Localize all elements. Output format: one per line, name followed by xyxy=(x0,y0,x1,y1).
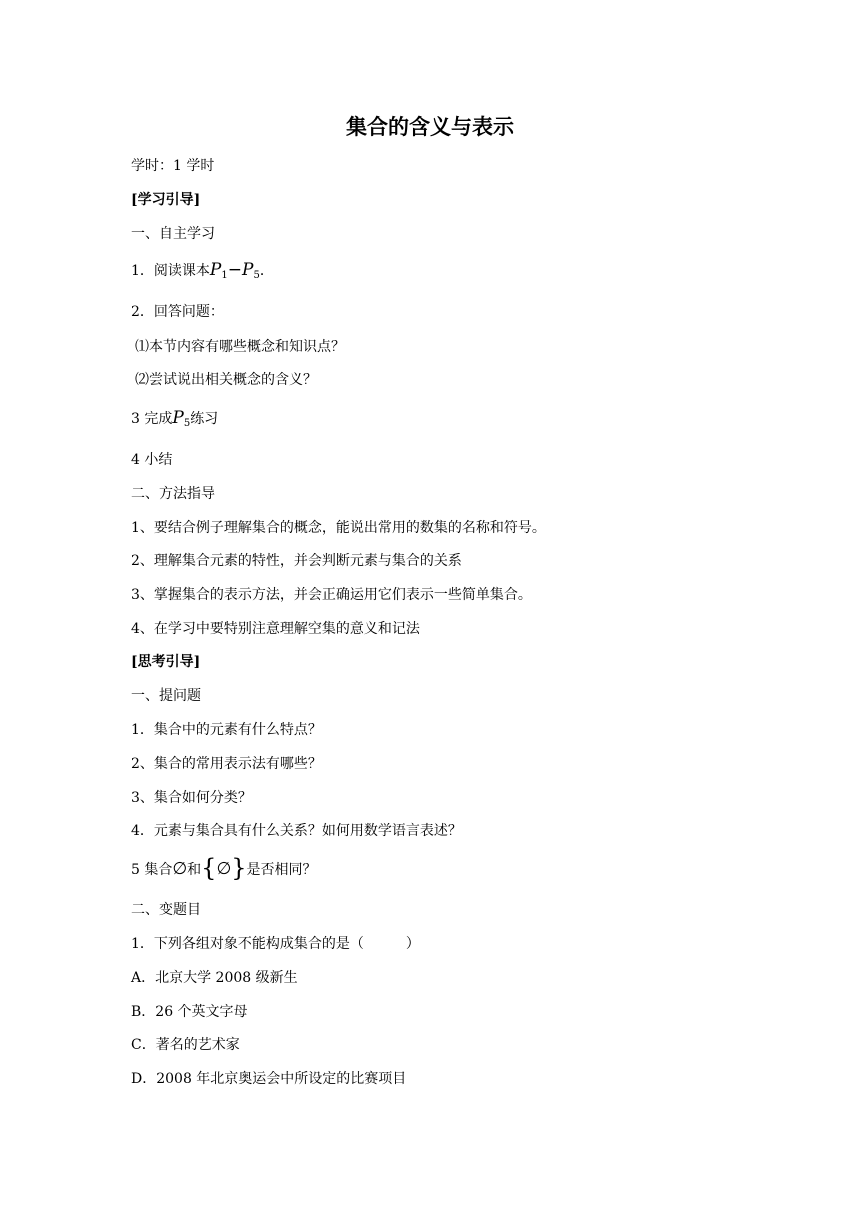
item-summary: 4 小结 xyxy=(131,452,173,468)
option-a: A．北京大学 2008 级新生 xyxy=(131,970,298,986)
section-heading-thinking-guide: [思考引导] xyxy=(131,654,201,670)
subheading-questions: 一、提问题 xyxy=(131,688,201,704)
question-5-prefix: 5 集合 xyxy=(131,862,173,878)
empty-set-symbol-in-braces: ∅ xyxy=(216,859,232,879)
option-d: D．2008 年北京奥运会中所设定的比赛项目 xyxy=(131,1071,407,1087)
page-title: 集合的含义与表示 xyxy=(346,115,514,139)
math-subscript: 1 xyxy=(221,270,228,281)
option-c: C．著名的艺术家 xyxy=(131,1037,240,1053)
math-p-letter: P xyxy=(242,260,254,280)
item-answer-questions: 2．回答问题： xyxy=(131,304,224,320)
item-complete-exercise xyxy=(131,408,218,434)
section-heading-study-guide: [学习引导] xyxy=(131,192,201,208)
math-p-letter: P xyxy=(209,260,222,280)
subheading-method-guide: 二、方法指导 xyxy=(131,486,215,502)
right-brace: } xyxy=(231,854,247,882)
item-read-textbook-suffix: ． xyxy=(259,263,274,279)
item-read-textbook-prefix: 1．阅读课本 xyxy=(131,263,210,279)
method-item-4: 4、在学习中要特别注意理解空集的意义和记法 xyxy=(131,621,420,637)
item-read-textbook xyxy=(131,260,274,286)
option-b: B．26 个英文字母 xyxy=(131,1004,248,1020)
question-5-and: 和 xyxy=(187,862,202,878)
math-p-letter: P xyxy=(172,408,184,428)
item-complete-suffix: 练习 xyxy=(190,411,219,427)
variant-question-1: 1．下列各组对象不能构成集合的是（ ） xyxy=(131,936,420,952)
math-minus: − xyxy=(227,260,242,280)
math-p1 xyxy=(210,260,228,280)
question-3: 3、集合如何分类？ xyxy=(131,790,252,806)
method-item-3: 3、掌握集合的表示方法，并会正确运用它们表示一些简单集合。 xyxy=(131,587,532,603)
class-hours: 学时：1 学时 xyxy=(131,158,215,174)
math-subscript: 5 xyxy=(253,270,260,281)
math-p5 xyxy=(242,260,260,280)
math-p5-exercise xyxy=(172,408,190,428)
method-item-2: 2、理解集合元素的特性，并会判断元素与集合的关系 xyxy=(131,553,462,569)
question-meanings: ⑵尝试说出相关概念的含义？ xyxy=(135,372,317,388)
subheading-self-study: 一、自主学习 xyxy=(131,226,215,242)
question-5 xyxy=(131,854,317,882)
method-item-1: 1、要结合例子理解集合的概念，能说出常用的数集的名称和符号。 xyxy=(131,520,546,536)
left-brace: { xyxy=(201,854,217,882)
question-4: 4．元素与集合具有什么关系？如何用数学语言表述？ xyxy=(131,823,462,839)
question-concepts: ⑴本节内容有哪些概念和知识点？ xyxy=(135,339,345,355)
math-subscript: 5 xyxy=(183,418,191,429)
item-complete-prefix: 3 完成 xyxy=(131,411,173,427)
question-1: 1．集合中的元素有什么特点？ xyxy=(131,722,322,738)
question-2: 2、集合的常用表示法有哪些？ xyxy=(131,756,322,772)
subheading-variants: 二、变题目 xyxy=(131,902,201,918)
question-5-suffix: 是否相同？ xyxy=(246,862,317,878)
empty-set-symbol: ∅ xyxy=(172,859,188,879)
